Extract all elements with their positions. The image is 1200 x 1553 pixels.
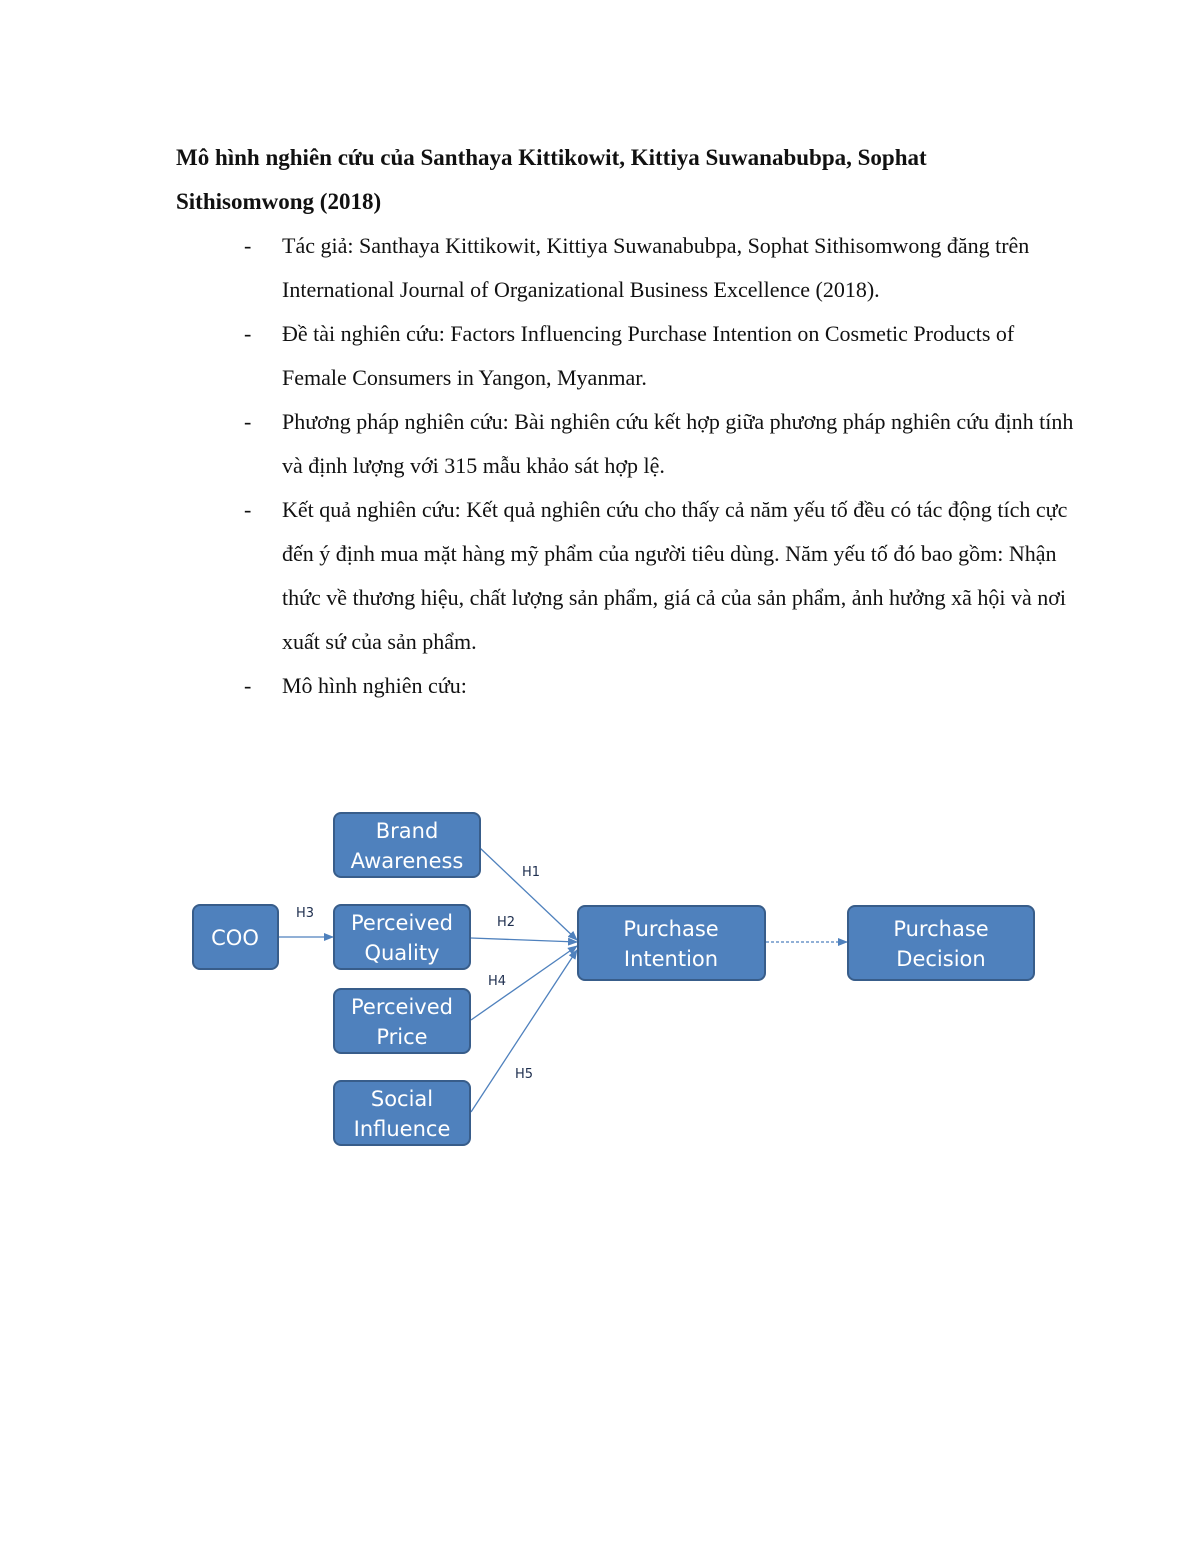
node-purchase-decision — [848, 906, 1034, 980]
node-brand-awareness — [334, 813, 480, 877]
edge-label-h2: H2 — [497, 915, 516, 930]
node-label: Purchase — [893, 917, 989, 941]
edge-quality-to-intention — [471, 938, 577, 942]
node-label: Awareness — [350, 849, 464, 873]
node-label: Decision — [896, 947, 986, 971]
bullet-dash: - — [244, 673, 252, 698]
node-purchase-intention — [578, 906, 765, 980]
node-label: Purchase — [623, 917, 719, 941]
node-label: Price — [376, 1025, 428, 1049]
node-label: Intention — [623, 947, 719, 971]
node-coo — [193, 905, 278, 969]
bullet-text: Tác giả: Santhaya Kittikowit, Kittiya Suwanabubpa, Sophat Sithisomwong đăng trên International Journal of Organizational Business Excellence (2018). — [282, 233, 1030, 302]
bullet-text: Phương pháp nghiên cứu: Bài nghiên cứu kết hợp giữa phương pháp nghiên cứu định tính và định lượng với 315 mẫu khảo sát hợp lệ. — [282, 409, 1074, 478]
node-label: COO — [211, 926, 259, 950]
edge-price-to-intention — [471, 946, 577, 1020]
node-social-influence — [334, 1081, 470, 1145]
edge-brand-to-intention — [480, 848, 577, 940]
node-label: Perceived — [351, 995, 453, 1019]
node-label: Influence — [353, 1117, 451, 1141]
bullet-dash: - — [244, 409, 252, 434]
edge-label-h3: H3 — [296, 906, 315, 921]
node-label: Perceived — [351, 911, 453, 935]
bullet-text: Kết quả nghiên cứu: Kết quả nghiên cứu cho thấy cả năm yếu tố đều có tác động tích cực đến ý định mua mặt hàng mỹ phẩm của người tiêu dùng. Năm yếu tố đó bao gồm: Nhận thức về thương hiệu, chất lượng sản phẩm, giá cả của sản phẩm, ảnh hưởng xã hội và nơi xuất sứ của sản phẩm. — [282, 497, 1068, 654]
node-perceived-quality — [334, 905, 470, 969]
bullet-text: Đề tài nghiên cứu: Factors Influencing Purchase Intention on Cosmetic Products of Female Consumers in Yangon, Myanmar. — [282, 321, 1015, 390]
bullet-dash: - — [244, 321, 252, 346]
edge-social-to-intention — [471, 950, 577, 1112]
section-heading: Mô hình nghiên cứu của Santhaya Kittikowit, Kittiya Suwanabubpa, Sophat Sithisomwong (2018) — [176, 145, 927, 214]
node-label: Brand — [375, 819, 439, 843]
node-perceived-price — [334, 989, 470, 1053]
bullet-text: Mô hình nghiên cứu: — [282, 673, 467, 698]
edge-label-h4: H4 — [488, 974, 507, 989]
edge-label-h1: H1 — [522, 865, 541, 880]
edge-label-h5: H5 — [515, 1067, 534, 1082]
node-label: Social — [370, 1087, 434, 1111]
bullet-dash: - — [244, 497, 252, 522]
node-label: Quality — [364, 941, 440, 965]
bullet-dash: - — [244, 233, 252, 258]
